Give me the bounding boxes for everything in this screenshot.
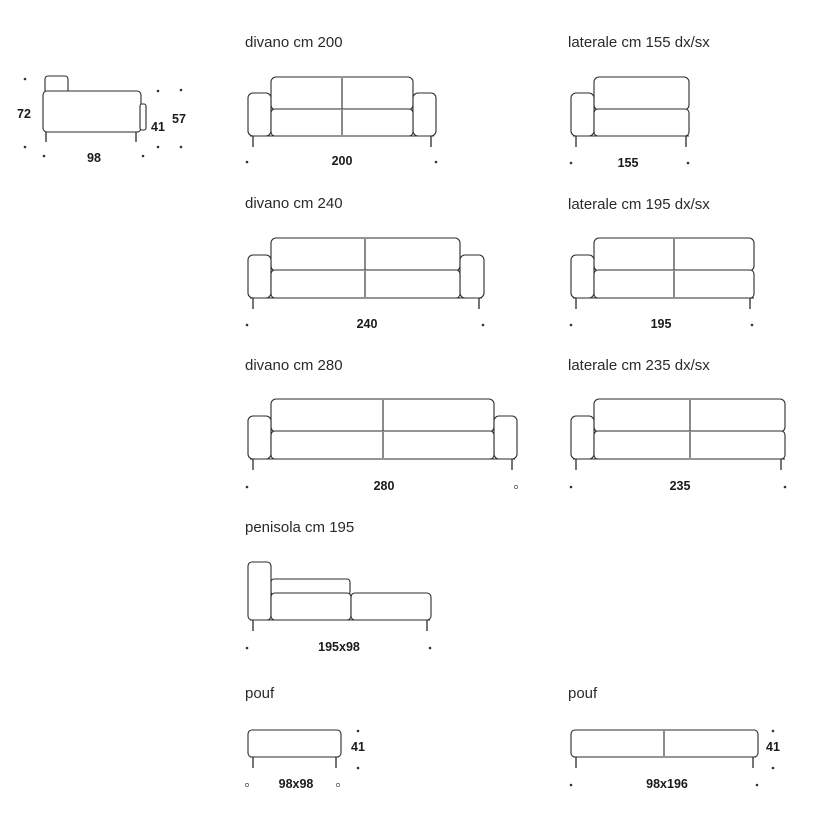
product-title: divano cm 280 xyxy=(245,357,343,374)
side-arm-height-label: 57 xyxy=(172,112,186,126)
width-label: 195 xyxy=(650,317,672,331)
sofa-240-drawing xyxy=(246,238,485,326)
width-label: 280 xyxy=(373,479,395,493)
sofa-200-drawing xyxy=(246,77,438,163)
width-label: 98x196 xyxy=(646,777,688,791)
side-seat-height-label: 41 xyxy=(151,120,165,134)
width-label: 240 xyxy=(356,317,378,331)
lateral-235-drawing xyxy=(570,399,787,488)
product-title: laterale cm 195 dx/sx xyxy=(568,196,710,213)
product-title: laterale cm 235 dx/sx xyxy=(568,357,710,374)
width-label: 195x98 xyxy=(318,640,360,654)
side-view-drawing xyxy=(24,76,183,157)
product-title: divano cm 200 xyxy=(245,34,343,51)
height-label: 41 xyxy=(351,740,365,754)
width-label: 98x98 xyxy=(278,777,314,791)
width-label: 155 xyxy=(617,156,639,170)
lateral-155-drawing xyxy=(570,77,690,164)
lateral-195-drawing xyxy=(570,238,754,326)
product-title: laterale cm 155 dx/sx xyxy=(568,34,710,51)
chaise-195-drawing xyxy=(246,562,432,649)
product-title: divano cm 240 xyxy=(245,195,343,212)
product-title: penisola cm 195 xyxy=(245,519,355,536)
product-title: pouf xyxy=(245,685,275,702)
sofa-280-drawing xyxy=(246,399,518,489)
side-height-label: 72 xyxy=(17,107,31,121)
width-label: 235 xyxy=(669,479,691,493)
side-depth-label: 98 xyxy=(87,151,101,165)
height-label: 41 xyxy=(766,740,780,754)
product-title: pouf xyxy=(568,685,598,702)
width-label: 200 xyxy=(331,154,353,168)
